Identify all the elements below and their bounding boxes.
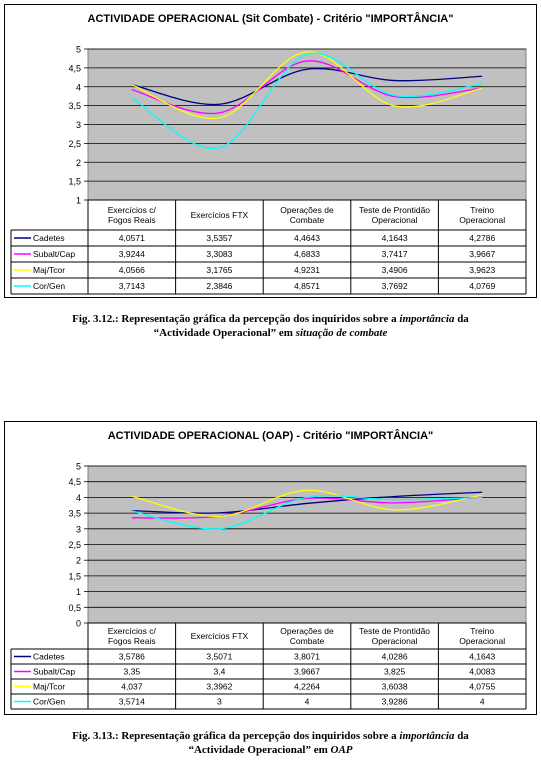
y-tick-label: 1,5 (68, 571, 81, 582)
legend-label: Maj/Tcor (33, 681, 66, 692)
y-tick-label: 3,5 (68, 101, 81, 112)
category-label-line: Fogos Reais (107, 636, 156, 646)
category-label-line: Teste de Prontidão (359, 205, 431, 215)
y-tick-label: 3 (75, 524, 81, 535)
data-cell-value: 4,0566 (118, 265, 145, 275)
category-label-line: Operacional (459, 215, 506, 225)
category-label (459, 205, 505, 225)
caption-text: Fig. 3.13.: Representação gráfica da percepção dos inquiridos sobre a (72, 730, 400, 742)
chart-frame-oap (4, 421, 537, 715)
data-cell-value: 4,1643 (381, 233, 408, 243)
y-tick-label: 4,5 (68, 63, 81, 74)
data-cell-value: 4 (479, 696, 485, 707)
category-label (191, 210, 249, 220)
data-cell-value: 4,6833 (294, 249, 320, 259)
chart-title: ACTIVIDADE OPERACIONAL (OAP) - Critério "IMPORTÂNCIA" (107, 430, 434, 442)
category-label-line: Operacional (371, 215, 418, 225)
data-cell-value: 4,037 (121, 681, 143, 692)
data-cell-value: 3,7143 (118, 281, 145, 291)
y-tick-label: 2,5 (68, 540, 81, 550)
chart-frame-combate (4, 4, 537, 298)
category-label-line: Exercícios c/ (107, 626, 156, 636)
legend-label: Cadetes (33, 651, 65, 662)
data-cell-value: 4 (304, 696, 310, 707)
y-tick-label: 2,5 (68, 138, 81, 149)
data-cell-value: 4,2264 (294, 681, 320, 692)
data-cell-value: 4,0755 (469, 681, 496, 692)
y-tick-label: 2 (75, 157, 81, 168)
data-cell-value: 4,0571 (118, 233, 145, 243)
category-label-line: Treino (470, 205, 495, 215)
data-cell-value: 3,5714 (118, 696, 145, 707)
chart-combate (5, 5, 536, 297)
data-cell-value: 3,35 (123, 666, 141, 677)
y-tick-label: 2 (75, 555, 81, 566)
category-label-line: Treino (470, 626, 495, 636)
y-tick-label: 4 (75, 492, 81, 503)
legend-label: Cor/Gen (33, 696, 66, 707)
y-tick-label: 3,5 (68, 508, 81, 519)
y-tick-label: 4,5 (68, 477, 81, 488)
data-cell-value: 3,825 (383, 666, 406, 677)
category-label (359, 205, 430, 225)
category-label (108, 205, 157, 225)
legend-label: Cor/Gen (33, 281, 66, 291)
y-tick-label: 0 (75, 618, 81, 629)
data-cell-value: 4,9231 (294, 265, 320, 275)
data-cell-value: 4,8571 (294, 281, 320, 291)
data-cell-value: 3,7692 (381, 281, 408, 291)
caption-text: da (454, 730, 469, 742)
data-cell-value: 3,9623 (469, 265, 496, 275)
y-tick-label: 3 (75, 120, 81, 130)
data-cell-value: 4,0083 (469, 666, 496, 677)
caption-emphasis: OAP (330, 744, 353, 756)
category-label (280, 626, 334, 646)
chart-title: ACTIVIDADE OPERACIONAL (Sit Combate) - Critério "IMPORTÂNCIA" (87, 13, 454, 25)
data-cell-value: 3,5071 (206, 651, 233, 662)
data-cell-value: 2,3846 (206, 281, 233, 291)
category-label (459, 626, 505, 646)
data-cell-value: 3 (217, 696, 222, 707)
data-cell-value: 3,3962 (206, 681, 233, 692)
data-cell-value: 3,9244 (118, 249, 145, 259)
category-label (359, 626, 430, 646)
legend-label: Subalt/Cap (33, 249, 76, 259)
category-label (280, 205, 334, 225)
category-label-line: Exercícios FTX (190, 210, 249, 220)
caption-text: da (454, 313, 469, 325)
category-label-line: Operações de (280, 626, 334, 636)
y-tick-label: 5 (75, 461, 81, 472)
caption-emphasis: situação de combate (295, 327, 388, 339)
caption-emphasis: importância (399, 730, 455, 742)
legend-label: Cadetes (33, 233, 65, 243)
caption-emphasis: importância (399, 313, 455, 325)
figure-caption-3-13 (0, 729, 541, 757)
category-label-line: Fogos Reais (107, 215, 156, 225)
y-tick-label: 0,5 (68, 602, 81, 613)
category-label (191, 631, 249, 641)
category-label-line: Exercícios c/ (107, 205, 156, 215)
data-cell-value: 3,6038 (381, 681, 408, 692)
category-label (108, 626, 157, 646)
data-cell-value: 3,1765 (206, 265, 233, 275)
category-label-line: Operacional (459, 636, 506, 646)
y-tick-label: 4 (75, 82, 81, 93)
data-cell-value: 3,5786 (118, 651, 145, 662)
caption-text: “Actividade Operacional” em (188, 744, 331, 756)
caption-text: “Actividade Operacional” em (153, 327, 296, 339)
y-tick-label: 1 (75, 195, 81, 206)
figure-caption-3-12 (0, 312, 541, 340)
category-label-line: Operações de (280, 205, 334, 215)
category-label-line: Exercícios FTX (190, 631, 249, 641)
data-cell-value: 3,5357 (206, 233, 233, 243)
data-cell-value: 3,4906 (381, 265, 408, 275)
data-cell-value: 3,9667 (294, 666, 320, 677)
data-cell-value: 4,4643 (294, 233, 320, 243)
y-tick-label: 5 (75, 44, 81, 55)
data-cell-value: 3,8071 (294, 651, 320, 662)
y-tick-label: 1,5 (68, 176, 81, 187)
y-tick-label: 1 (75, 587, 81, 598)
category-label-line: Operacional (371, 636, 418, 646)
legend-label: Subalt/Cap (33, 666, 76, 677)
caption-text: Fig. 3.12.: Representação gráfica da percepção dos inquiridos sobre a (72, 313, 400, 325)
data-cell-value: 4,0286 (381, 651, 408, 662)
data-cell-value: 4,0769 (469, 281, 496, 291)
data-cell-value: 3,3083 (206, 249, 233, 259)
data-cell-value: 3,7417 (381, 249, 408, 259)
data-cell-value: 4,1643 (469, 651, 496, 662)
data-cell-value: 3,4 (213, 666, 226, 677)
category-label-line: Combate (289, 215, 325, 225)
category-label-line: Combate (289, 636, 325, 646)
chart-oap (5, 422, 536, 714)
data-cell-value: 3,9667 (469, 249, 496, 259)
data-cell-value: 3,9286 (381, 696, 408, 707)
category-label-line: Teste de Prontidão (359, 626, 431, 636)
legend-label: Maj/Tcor (33, 265, 66, 275)
data-cell-value: 4,2786 (469, 233, 496, 243)
